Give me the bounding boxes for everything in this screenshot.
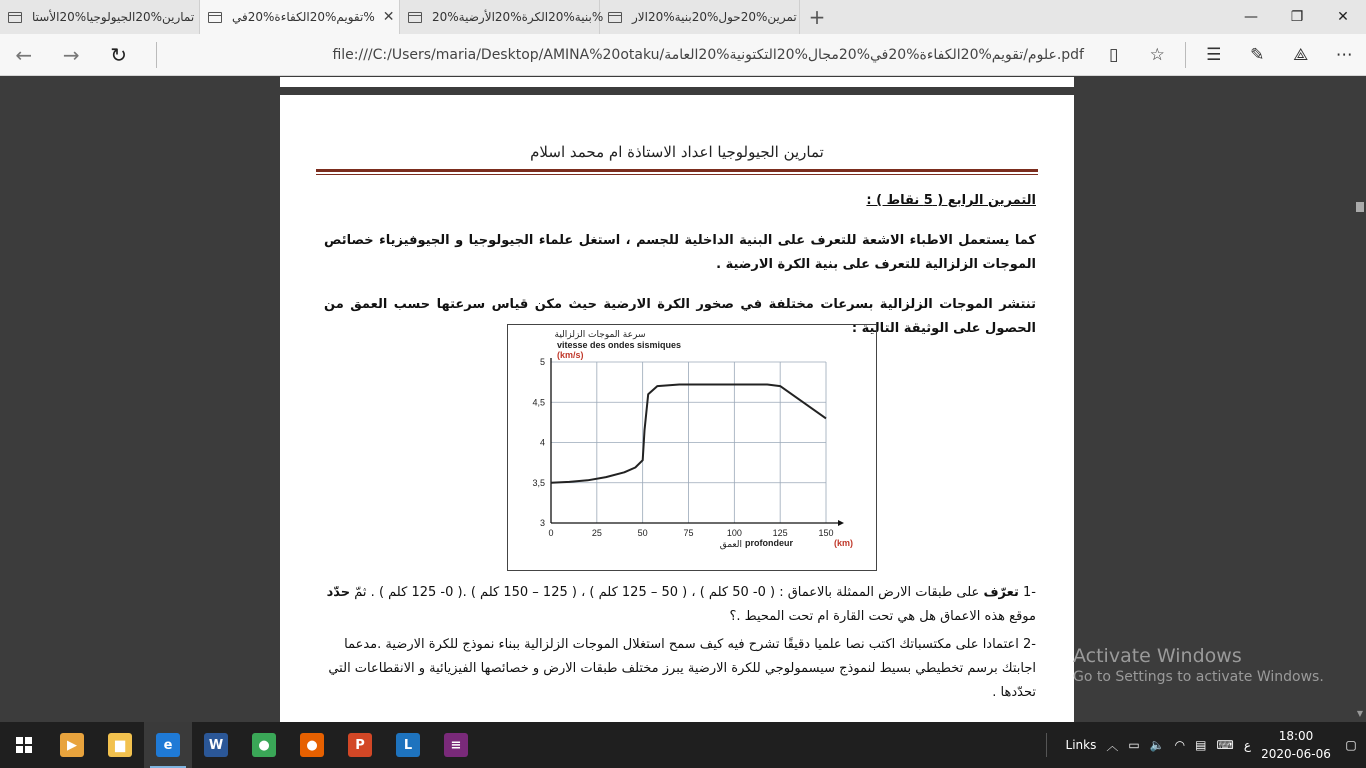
forward-button[interactable]: →: [62, 42, 80, 67]
taskbar-app-word[interactable]: [192, 722, 240, 768]
web-note-icon[interactable]: ✎: [1250, 44, 1265, 65]
document-header: تمارين الجيولوجيا اعداد الاستاذة ام محمد اسلام: [530, 143, 824, 161]
document-icon: [408, 12, 422, 23]
clock[interactable]: [1256, 727, 1336, 763]
firefox-icon: ●: [300, 733, 324, 757]
taskbar: [0, 722, 1366, 768]
action-center-icon[interactable]: ▤: [1195, 738, 1207, 752]
refresh-button[interactable]: ↻: [110, 42, 128, 67]
taskbar-app-chrome[interactable]: [240, 722, 288, 768]
y-tick-label: 4,5: [532, 397, 545, 408]
document-icon: [208, 12, 222, 23]
x-axis-label-arabic: العمق: [719, 540, 742, 550]
media-player-icon: ▶: [60, 733, 84, 757]
seismic-velocity-chart: [507, 324, 877, 571]
hub-menu-icon[interactable]: ☰: [1206, 44, 1222, 65]
file-explorer-icon: ▆: [108, 733, 132, 757]
context-paragraph: تنتشر الموجات الزلزالية بسرعات مختلفة في صخور الكرة الارضية حيث مكن قياس سرعتها حسب العمق من الحصول على الوثيقة التالية :: [324, 297, 1036, 336]
divider: [1185, 42, 1186, 68]
new-tab-button[interactable]: +: [808, 5, 826, 29]
taskbar-app-edge[interactable]: [144, 722, 192, 768]
tab-title: تمارين%20الجيولوجيا%20الأستا: [32, 10, 195, 24]
keyboard-icon[interactable]: ⌨: [1216, 738, 1234, 752]
tab-2[interactable]: [200, 0, 400, 34]
y-axis-label-arabic: سرعة الموجات الزلزالية: [554, 330, 646, 340]
pdf-page: [280, 95, 1074, 735]
tab-4[interactable]: [600, 0, 800, 34]
battery-icon[interactable]: ▭: [1128, 738, 1140, 752]
window-controls: [1228, 0, 1366, 34]
taskbar-app-lexicon-app[interactable]: [384, 722, 432, 768]
question-verb: تعرّف: [983, 585, 1019, 600]
tab-3[interactable]: [400, 0, 604, 34]
question-number: -1: [1023, 585, 1036, 600]
x-axis-unit: (km): [834, 538, 854, 548]
show-hidden-icons-icon[interactable]: ︿: [1106, 738, 1119, 753]
scroll-down-icon[interactable]: ▼: [1356, 709, 1363, 718]
question-text: اعتمادا على مكتسباتك اكتب نصا علميا دقيقًا تشرح فيه كيف سمح استغلال الموجات الزلزالية ببناء نموذج للكرة الارضية .مدعما اجابتك برسم تخطيطي بسيط لنموذج سيسمولوجي للكرة الارضية يبرز مختلف طبقات الارض و خصائصها الفيزيائية و الانقطاعات التي تحدّدها .: [328, 637, 1036, 700]
tab-bar: [0, 0, 1366, 34]
language-indicator[interactable]: ع: [1243, 738, 1251, 752]
document-icon: [608, 12, 622, 23]
chrome-icon: ●: [252, 733, 276, 757]
tab-title: تمرين%20حول%20بنية%20الار: [632, 10, 797, 24]
pdf-viewer[interactable]: [0, 77, 1366, 722]
network-icon[interactable]: ◠: [1174, 738, 1186, 752]
chart-svg: [508, 325, 876, 570]
tab-1[interactable]: [0, 0, 200, 34]
x-tick-label: 100: [726, 528, 742, 538]
x-axis-label: profondeur: [745, 538, 793, 548]
question-2: [316, 633, 1036, 705]
minimize-icon[interactable]: —: [1244, 9, 1258, 25]
y-tick-label: 4: [539, 437, 545, 448]
powerpoint-icon: P: [348, 733, 372, 757]
windows-logo-icon: [16, 737, 32, 753]
question-text: على طبقات الارض الممثلة بالاعماق : ( 0- 50 كلم ) ، ( 50 – 125 كلم ) ، ( 125 – 150 كلم ) .( 0- 125 كلم ) . ثمّ: [354, 585, 980, 600]
close-window-icon[interactable]: ✕: [1337, 9, 1349, 25]
taskbar-app-powerpoint[interactable]: [336, 722, 384, 768]
x-tick-label: 25: [591, 528, 602, 538]
question-number: -2: [1023, 637, 1036, 652]
share-icon[interactable]: ⟁: [1293, 44, 1309, 65]
document-icon: [8, 12, 22, 23]
winrar-icon: ≡: [444, 733, 468, 757]
url-field[interactable]: file:///C:/Users/maria/Desktop/AMINA%20otaku/علوم/تقويم%20الكفاءة%20في%20مجال%20التكتونية%20العامة.pdf: [332, 46, 1084, 63]
question-verb: حدّد: [326, 585, 351, 600]
watermark-subtitle: Go to Settings to activate Windows.: [1073, 669, 1324, 685]
word-icon: W: [204, 733, 228, 757]
taskbar-app-firefox[interactable]: [288, 722, 336, 768]
volume-icon[interactable]: 🔈: [1149, 738, 1165, 752]
header-rule-thin: [316, 174, 1038, 175]
exercise-title: التمرين الرابع ( 5 نقاط ) :: [866, 193, 1036, 208]
activate-windows-watermark: [1073, 645, 1324, 685]
taskbar-app-media-player[interactable]: [48, 722, 96, 768]
watermark-title: Activate Windows: [1073, 645, 1242, 667]
edge-icon: e: [156, 733, 180, 757]
back-button[interactable]: ←: [15, 42, 33, 67]
y-tick-label: 5: [539, 357, 545, 367]
intro-paragraph: كما يستعمل الاطباء الاشعة للتعرف على البنية الداخلية للجسم ، استغل علماء الجيولوجيا و الجيوفيزياء خصائص الموجات الزلزالية للتعرف على بنية الكرة الارضية .: [324, 233, 1036, 272]
previous-page-edge: [280, 77, 1074, 87]
taskbar-app-file-explorer[interactable]: [96, 722, 144, 768]
start-button[interactable]: [0, 722, 48, 768]
notifications-icon[interactable]: ▢: [1345, 738, 1357, 752]
x-axis-arrow: [838, 520, 844, 526]
header-rule: [316, 169, 1038, 172]
tab-title: بنية%20الكرة%20الأرضية%20%: [432, 10, 604, 24]
clock-date: 2020-06-06: [1261, 747, 1331, 761]
y-tick-label: 3,5: [532, 477, 545, 488]
taskbar-apps: [48, 722, 480, 768]
favorite-star-icon[interactable]: ☆: [1149, 44, 1165, 65]
taskbar-app-winrar[interactable]: [432, 722, 480, 768]
divider: [1046, 733, 1047, 757]
y-tick-label: 3: [539, 518, 545, 528]
divider: [156, 42, 157, 68]
x-tick-label: 125: [772, 528, 788, 538]
lexicon-app-icon: L: [396, 733, 420, 757]
question-text: موقع هذه الاعماق هل هي تحت القارة ام تحت المحيط .؟: [729, 609, 1036, 624]
links-toolbar[interactable]: Links: [1065, 738, 1097, 752]
y-axis-unit: (km/s): [557, 350, 584, 360]
tab-title: تقويم%20الكفاءة%20في%: [232, 10, 375, 24]
x-tick-label: 150: [818, 528, 834, 538]
question-1: [316, 581, 1036, 629]
clock-time: 18:00: [1278, 729, 1314, 743]
reading-view-icon[interactable]: ▯: [1109, 44, 1119, 65]
x-tick-label: 50: [637, 528, 648, 538]
scrollbar-thumb[interactable]: [1356, 202, 1364, 212]
close-icon[interactable]: ✕: [382, 9, 395, 25]
restore-icon[interactable]: ❐: [1290, 9, 1304, 25]
system-tray: [1046, 722, 1366, 768]
address-bar: [0, 34, 1366, 76]
y-axis-label: vitesse des ondes sismiques: [557, 340, 682, 350]
x-tick-label: 75: [683, 528, 694, 538]
x-tick-label: 0: [548, 528, 554, 538]
more-icon[interactable]: ⋯: [1335, 44, 1353, 65]
